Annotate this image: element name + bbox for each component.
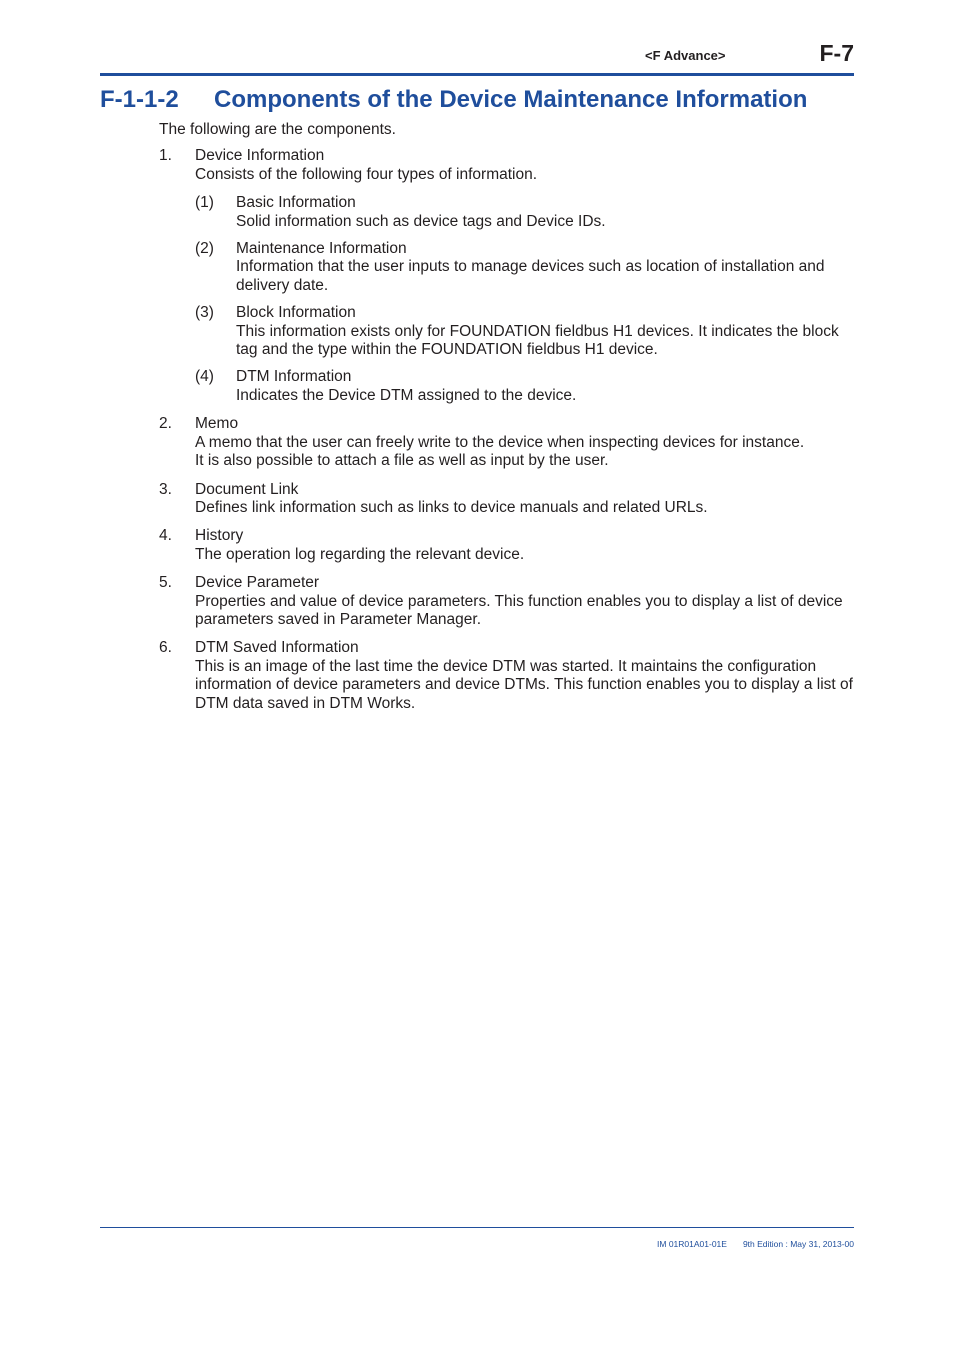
item-description: The operation log regarding the relevant device. xyxy=(195,545,525,563)
list-marker: 3. xyxy=(159,480,172,498)
sub-item-title: DTM Information xyxy=(236,368,352,386)
sub-list-item xyxy=(195,194,854,231)
page-header xyxy=(645,40,854,66)
list-item xyxy=(159,147,854,405)
sub-list-item xyxy=(195,304,854,359)
sub-item-title: Basic Information xyxy=(236,194,356,212)
sub-item-title: Block Information xyxy=(236,304,356,322)
section-number: F-1-1-2 xyxy=(100,86,179,113)
sub-item-title: Maintenance Information xyxy=(236,240,407,258)
item-title: Document Link xyxy=(195,480,299,498)
item-description-continued: It is also possible to attach a file as well as input by the user. xyxy=(195,452,609,470)
sub-item-description: Information that the user inputs to manage devices such as location of installation and delivery date. xyxy=(236,258,825,294)
sub-list-marker: (4) xyxy=(195,368,214,386)
list-marker: 1. xyxy=(159,147,172,165)
sub-list xyxy=(195,194,854,405)
sub-item-description: Solid information such as device tags and Device IDs. xyxy=(236,212,606,230)
item-description: Defines link information such as links to device manuals and related URLs. xyxy=(195,498,708,516)
sub-list-marker: (1) xyxy=(195,194,214,212)
item-title: Device Information xyxy=(195,147,325,165)
list-item xyxy=(159,527,854,564)
header-divider xyxy=(100,73,854,76)
list-item xyxy=(159,415,854,470)
item-title: Memo xyxy=(195,415,239,433)
item-description: A memo that the user can freely write to the device when inspecting devices for instance. xyxy=(195,433,805,451)
list-item xyxy=(159,481,854,518)
item-title: Device Parameter xyxy=(195,574,320,592)
item-description: This is an image of the last time the device DTM was started. It maintains the configuration information of device parameters and device DTMs. This function enables you to display a list of DTM data saved in DTM Works. xyxy=(195,657,853,712)
document-id: IM 01R01A01-01E xyxy=(657,1239,727,1249)
sub-list-marker: (2) xyxy=(195,240,214,258)
section-title: Components of the Device Maintenance Information xyxy=(214,86,808,113)
edition-info: 9th Edition : May 31, 2013-00 xyxy=(742,1239,854,1249)
chapter-label: <F Advance> xyxy=(645,48,726,63)
list-item xyxy=(159,639,854,713)
item-title: DTM Saved Information xyxy=(195,639,359,657)
page-number: F-7 xyxy=(819,40,854,66)
list-marker: 5. xyxy=(159,574,172,592)
section-heading xyxy=(100,85,807,115)
item-title: History xyxy=(195,527,244,545)
intro-text: The following are the components. xyxy=(159,121,396,138)
sub-list-item xyxy=(195,240,854,295)
item-description: Consists of the following four types of information. xyxy=(195,165,538,183)
page-content xyxy=(159,121,854,723)
footer-divider xyxy=(100,1227,854,1228)
list-marker: 4. xyxy=(159,527,172,545)
sub-list-marker: (3) xyxy=(195,304,214,322)
page-footer xyxy=(657,1239,854,1249)
sub-item-description: Indicates the Device DTM assigned to the device. xyxy=(236,386,577,404)
list-item xyxy=(159,574,854,629)
sub-item-description: This information exists only for FOUNDATION fieldbus H1 devices. It indicates the block tag and the type within the FOUNDATION fieldbus H1 device. xyxy=(236,322,839,359)
list-marker: 6. xyxy=(159,639,172,657)
list-marker: 2. xyxy=(159,415,172,433)
item-description: Properties and value of device parameters. This function enables you to display a list of device parameters saved in Parameter Manager. xyxy=(195,592,843,628)
sub-list-item xyxy=(195,368,854,405)
